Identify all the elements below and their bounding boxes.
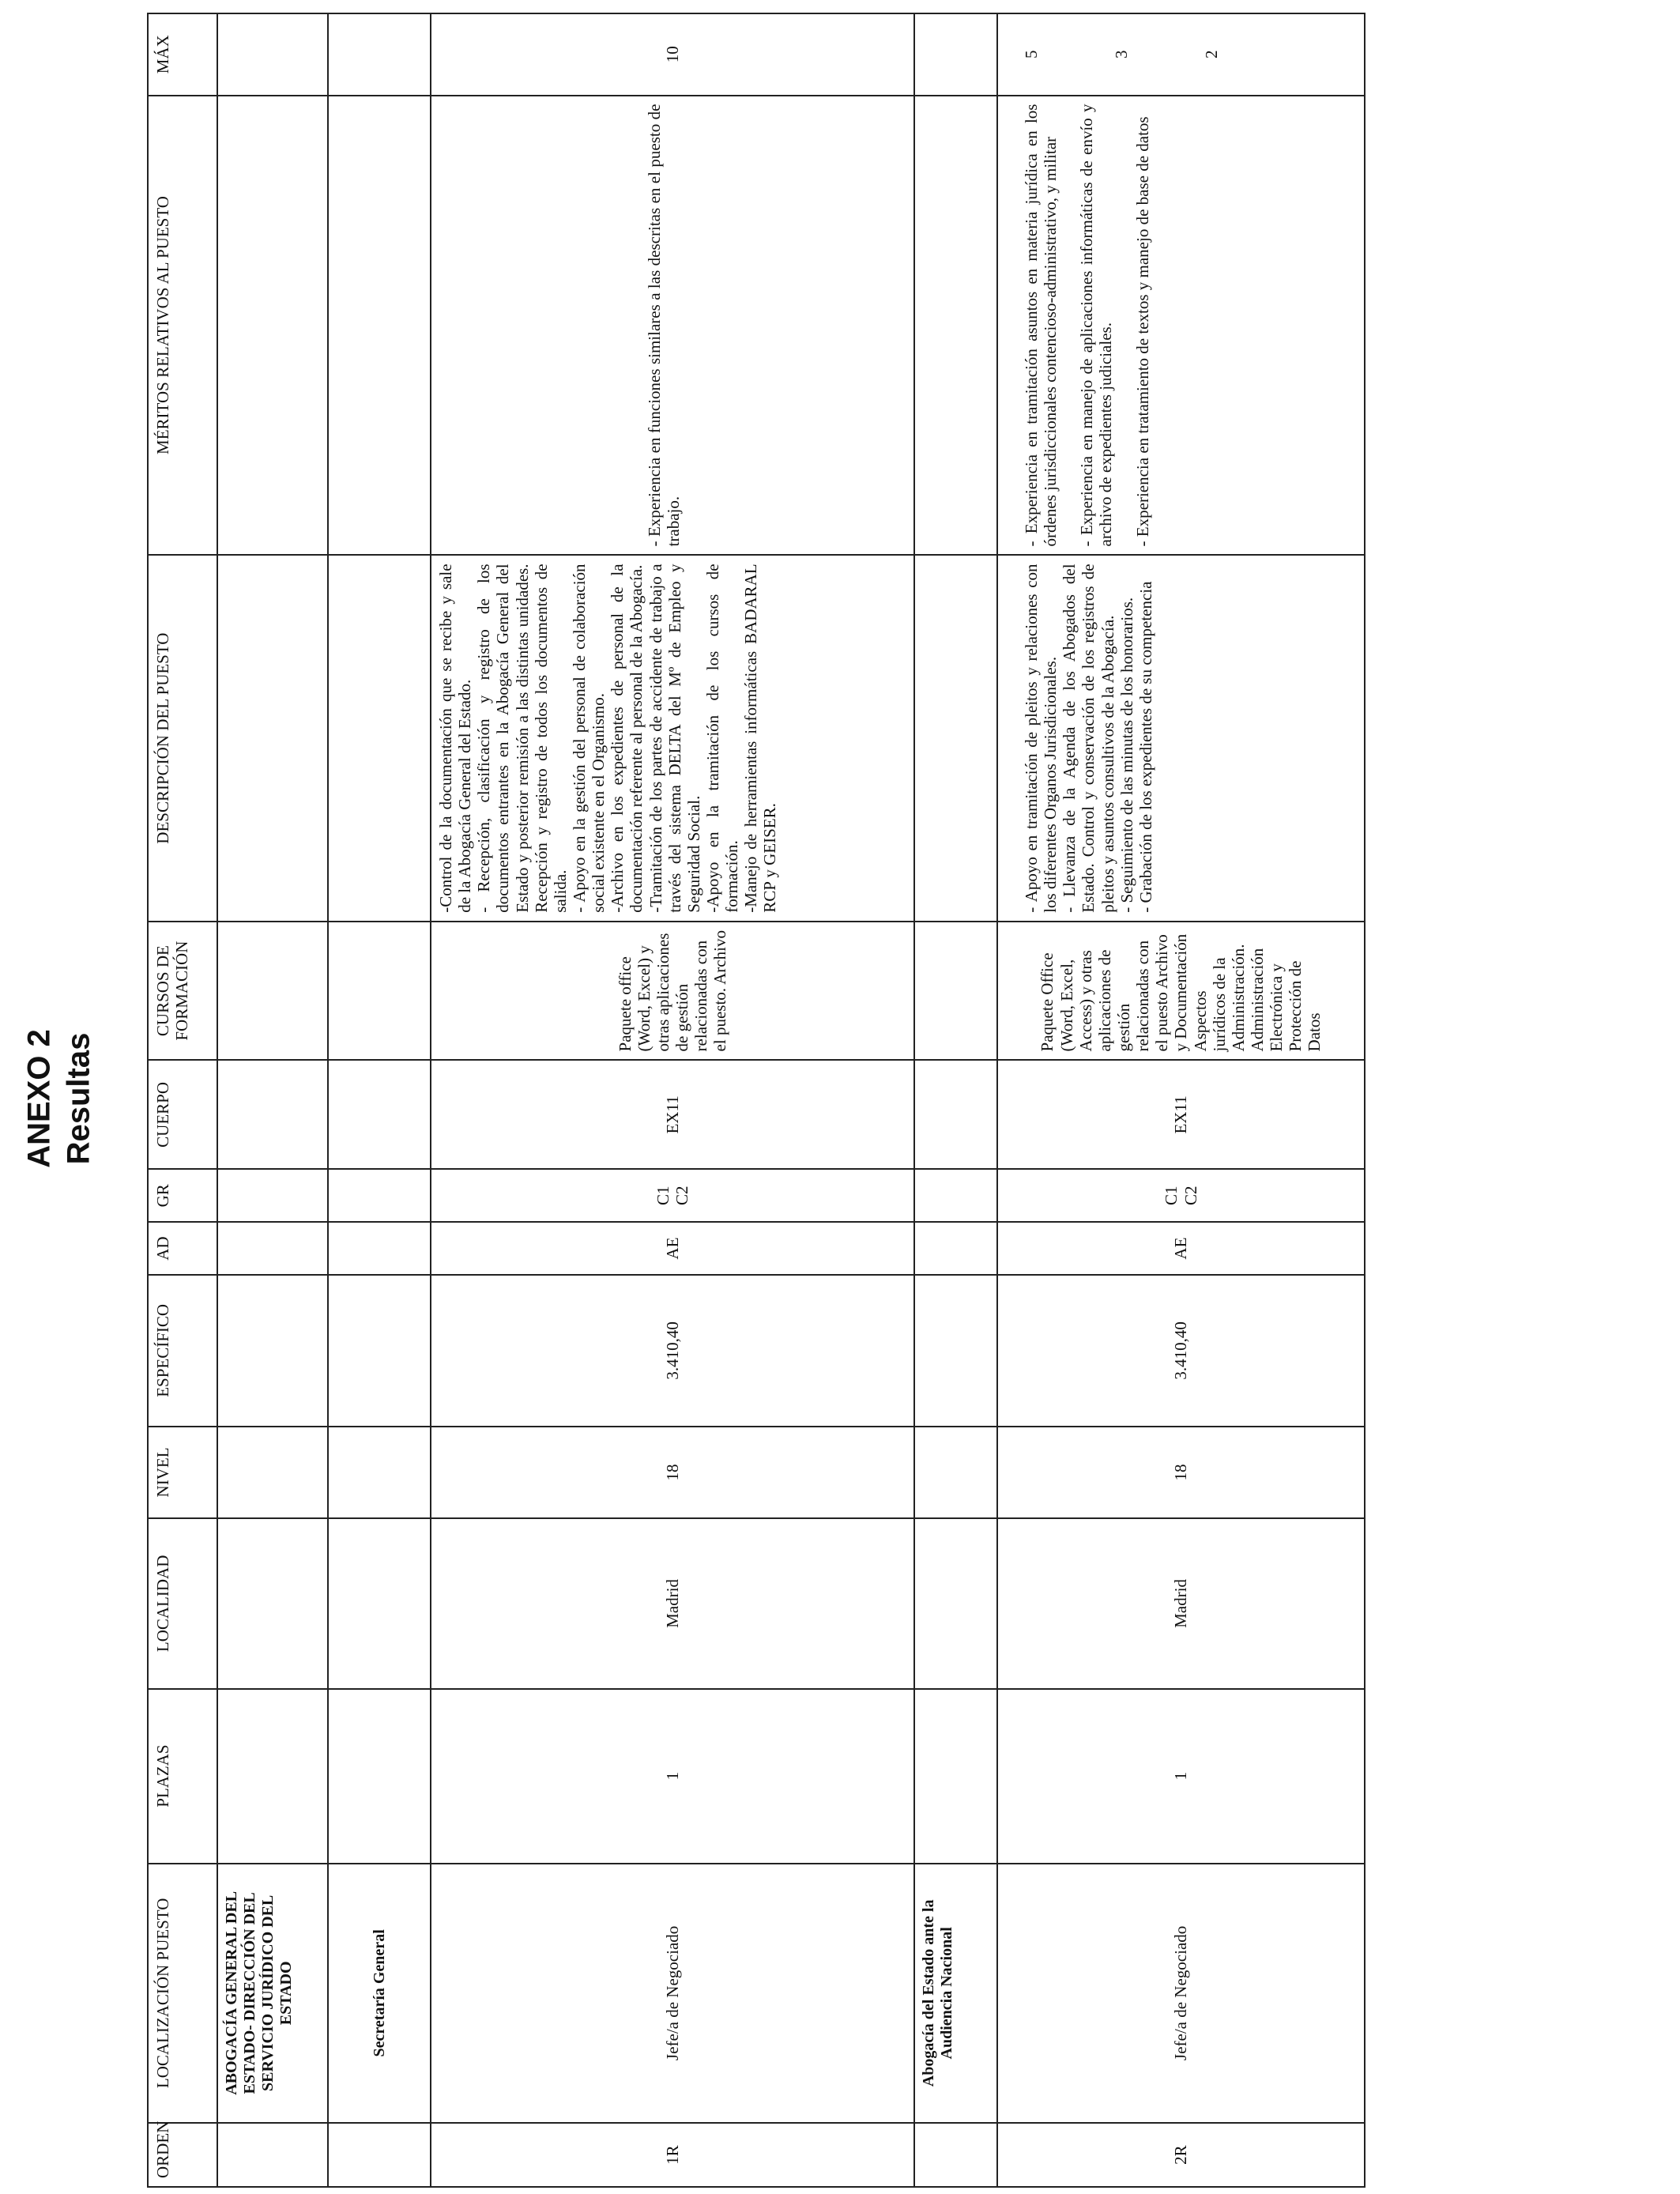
gr-value: C2 xyxy=(672,1186,691,1206)
puesto-cell: Jefe/a de Negociado xyxy=(431,1864,914,2124)
rotated-table-container xyxy=(134,6,1367,2194)
table-row xyxy=(997,13,1365,2187)
resultas-table xyxy=(147,13,1365,2188)
col-localizacion: LOCALIZACIÓN PUESTO xyxy=(148,1864,217,2124)
max-value: 5 xyxy=(1022,50,1041,59)
meritos-cell xyxy=(997,96,1365,556)
descripcion-line: - Recepción, clasificación y registro de los documentos entrantes en la Abogacía General del Estado y posterior remisión a las distintas unidades. Recepción y registro de todos los documentos de salida. xyxy=(474,564,570,913)
col-cuerpo: CUERPO xyxy=(148,1060,217,1169)
especifico-cell: 3.410,40 xyxy=(431,1275,914,1427)
ad-cell: AE xyxy=(431,1222,914,1275)
section-title: Secretaría General xyxy=(328,1864,431,2124)
descripcion-line: -Control de la documentación que se recibe y sale de la Abogacía General del Estado. xyxy=(436,564,475,913)
col-meritos: MÉRITOS RELATIVOS AL PUESTO xyxy=(148,96,217,556)
especifico-cell: 3.410,40 xyxy=(997,1275,1365,1427)
col-descripcion: DESCRIPCIÓN DEL PUESTO xyxy=(148,555,217,921)
plazas-cell: 1 xyxy=(431,1689,914,1864)
merito-item: - Experiencia en funciones similares a las descritas en el puesto de trabajo. xyxy=(644,104,683,547)
page-subtitle: Resultas xyxy=(61,1032,96,1165)
descripcion-line: - Llevanza de la Agenda de los Abogados del Estado. Control y conservación de los registros de pleitos y asuntos consultivos de la Abogacía. xyxy=(1060,564,1117,913)
max-value: 2 xyxy=(1202,50,1222,59)
col-especifico: ESPECÍFICO xyxy=(148,1275,217,1427)
orden-cell: 1R xyxy=(431,2123,914,2187)
gr-cell xyxy=(997,1169,1365,1222)
gr-value: C1 xyxy=(1162,1186,1181,1206)
section-row xyxy=(217,13,328,2187)
section-title: Abogacía del Estado ante la Audiencia Nacional xyxy=(914,1864,997,2124)
col-localidad: LOCALIDAD xyxy=(148,1518,217,1689)
header-row xyxy=(148,13,217,2187)
col-nivel: NIVEL xyxy=(148,1427,217,1518)
max-cell: 10 xyxy=(431,13,914,96)
puesto-cell: Jefe/a de Negociado xyxy=(997,1864,1365,2124)
col-ad: AD xyxy=(148,1222,217,1275)
descripcion-line: -Archivo en los expedientes de personal de la documentación referente al personal de la Abogacía. xyxy=(608,564,646,913)
gr-value: C1 xyxy=(653,1186,672,1206)
descripcion-line: -Apoyo en la tramitación de los cursos de formación. xyxy=(703,564,742,913)
col-plazas: PLAZAS xyxy=(148,1689,217,1864)
merito-item: - Experiencia en tratamiento de textos y manejo de base de datos xyxy=(1132,116,1152,547)
descripcion-cell xyxy=(431,555,914,921)
section-row xyxy=(328,13,431,2187)
descripcion-cell xyxy=(997,555,1365,921)
gr-cell xyxy=(431,1169,914,1222)
table-row xyxy=(431,13,914,2187)
localidad-cell: Madrid xyxy=(997,1518,1365,1689)
nivel-cell: 18 xyxy=(431,1427,914,1518)
nivel-cell: 18 xyxy=(997,1427,1365,1518)
ad-cell: AE xyxy=(997,1222,1365,1275)
descripcion-line: - Grabación de los expedientes de su competencia xyxy=(1136,581,1155,913)
cuerpo-cell: EX11 xyxy=(997,1060,1365,1169)
descripcion-line: -Manejo de herramientas informáticas BADARAL RCP y GEISER. xyxy=(741,564,780,913)
col-cursos: CURSOS DE FORMACIÓN xyxy=(148,922,217,1061)
cuerpo-cell: EX11 xyxy=(431,1060,914,1169)
max-cell xyxy=(997,13,1365,96)
descripcion-line: - Seguimiento de las minutas de los honorarios. xyxy=(1117,597,1136,913)
descripcion-line: - Apoyo en la gestión del personal de colaboración social existente en el Organismo. xyxy=(569,564,608,913)
descripcion-line: -Tramitación de los partes de accidente de trabajo a través del sistema DELTA del Mº de Empleo y Seguridad Social. xyxy=(646,564,703,913)
orden-cell: 2R xyxy=(997,2123,1365,2187)
gr-value: C2 xyxy=(1181,1186,1200,1206)
merito-item: - Experiencia en manejo de aplicaciones informáticas de envío y archivo de expedientes judiciales. xyxy=(1077,104,1116,547)
col-max: MÁX xyxy=(148,13,217,96)
cursos-cell: Paquete office (Word, Excel) y otras aplicaciones de gestión relacionadas con el puesto. Archivo xyxy=(431,922,914,1061)
plazas-cell: 1 xyxy=(997,1689,1365,1864)
page-title: ANEXO 2 xyxy=(21,1029,57,1168)
meritos-cell xyxy=(431,96,914,556)
max-value: 3 xyxy=(1112,50,1132,59)
localidad-cell: Madrid xyxy=(431,1518,914,1689)
section-row xyxy=(914,13,997,2187)
cursos-cell: Paquete Office (Word, Excel, Access) y otras aplicaciones de gestión relacionadas con el puesto Archivo y Documentación Aspectos jurídicos de la Administración. Administración Electrónica y Protección de Datos xyxy=(997,922,1365,1061)
descripcion-line: - Apoyo en tramitación de pleitos y relaciones con los diferentes Organos Jurisdicionales. xyxy=(1022,564,1060,913)
col-gr: GR xyxy=(148,1169,217,1222)
merito-item: - Experiencia en tramitación asuntos en materia jurídica en los órdenes jurisdiccionales contencioso-administrativo, y militar xyxy=(1022,104,1060,547)
col-orden: ORDEN xyxy=(148,2123,217,2187)
section-title: ABOGACÍA GENERAL DEL ESTADO- DIRECCIÓN DEL SERVICIO JURÍDICO DEL ESTADO xyxy=(217,1864,328,2124)
